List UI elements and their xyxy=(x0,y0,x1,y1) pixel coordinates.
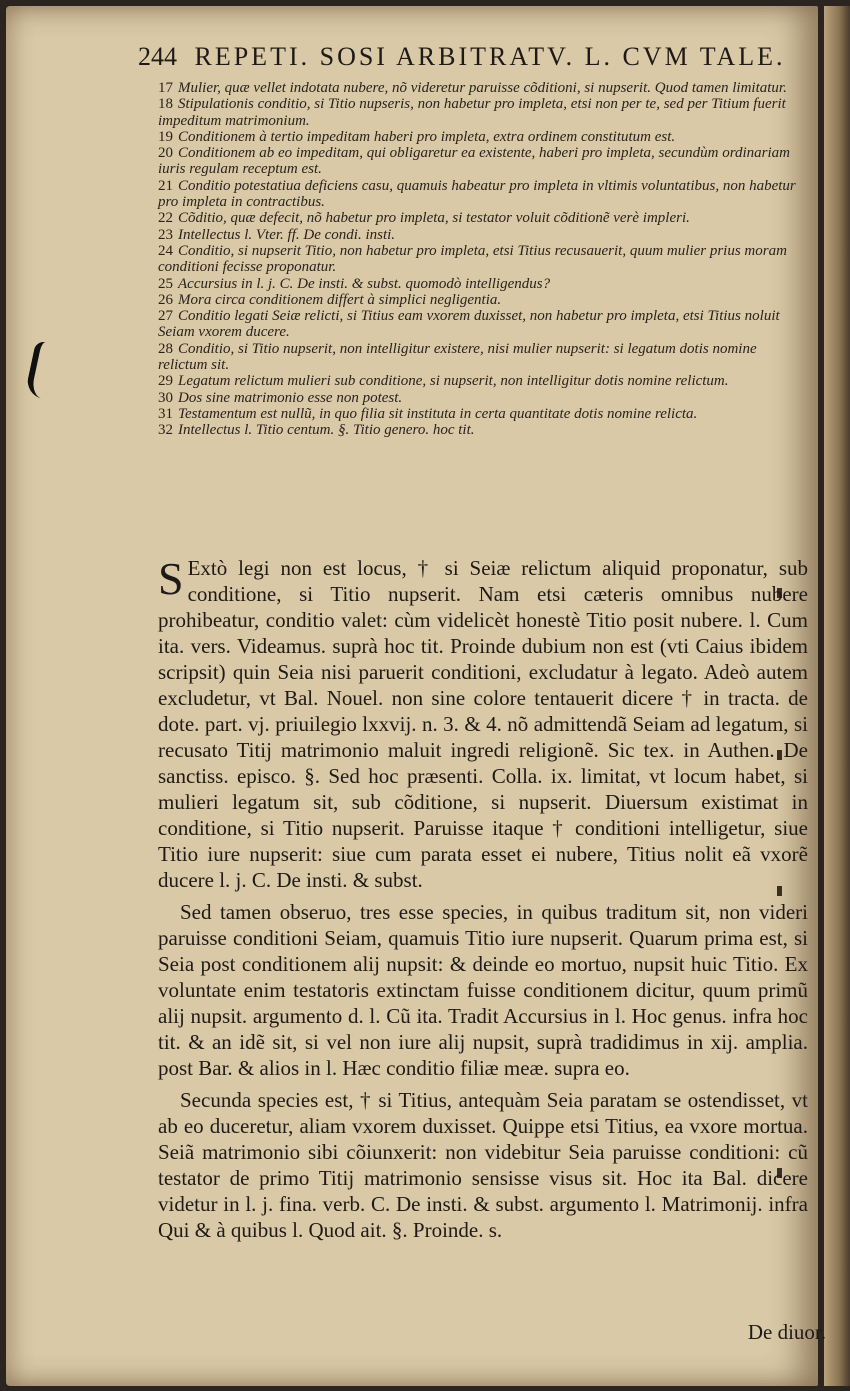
summary-item xyxy=(158,341,808,374)
summary-text: Intellectus l. Titio centum. §. Titio genero. hoc tit. xyxy=(178,422,475,439)
summary-number: 19 xyxy=(158,128,173,145)
summary-text: Accursius in l. j. C. De insti. & subst. quomodò intelligendus? xyxy=(178,275,551,292)
summary-number: 24 xyxy=(158,242,173,259)
summary-text: Conditio, si Titio nupserit, non intelligitur existere, nisi mulier nupserit: si legatum dotis nomine relictum sit. xyxy=(158,340,757,374)
summary-item xyxy=(158,145,808,178)
page-title: REPETI. SOSI ARBITRATV. L. CVM TALE. xyxy=(194,42,786,71)
ink-mark xyxy=(24,340,59,400)
summary-number: 31 xyxy=(158,405,173,422)
main-text xyxy=(158,555,808,1249)
summary-text: Mora circa conditionem differt à simplici negligentia. xyxy=(178,291,502,308)
summary-item xyxy=(158,390,808,406)
summary-list xyxy=(158,80,808,439)
summary-item xyxy=(158,406,808,422)
summary-text: Legatum relictum mulieri sub conditione, si nupserit, non intelligitur dotis nomine relictum. xyxy=(178,373,729,390)
summary-number: 32 xyxy=(158,422,173,439)
summary-item xyxy=(158,129,808,145)
summary-item xyxy=(158,243,808,276)
summary-number: 26 xyxy=(158,291,173,308)
drop-cap: S xyxy=(158,553,184,604)
summary-text: Intellectus l. Vter. ff. De condi. insti. xyxy=(178,226,396,243)
summary-text: Mulier, quæ vellet indotata nubere, nõ videretur paruisse cõditioni, si nupserit. Quod tamen limitatur. xyxy=(178,80,787,96)
summary-number: 25 xyxy=(158,275,173,292)
summary-item xyxy=(158,276,808,292)
catchword: De diuor. xyxy=(747,1320,826,1344)
book-spine xyxy=(824,6,850,1386)
summary-number: 18 xyxy=(158,96,173,113)
summary-number: 20 xyxy=(158,145,173,162)
paragraph: Secunda species est, † si Titius, antequàm Seia paratam se ostendisset, vt ab eo duceretur, aliam vxorem duxisset. Quippe etsi Titius, ea vxore mortua. Seiã matrimonio sibi cõiunxerit: non videbitur Seia paruisse conditioni: cũ testator de primo Titij matrimonio sensisse visus sit. Hoc ita Bal. dicere videtur in l. j. fina. verb. C. De insti. & subst. argumento l. Matrimonij. infra Qui & à quibus l. Quod ait. §. Proinde. s. xyxy=(158,1088,808,1242)
summary-text: Testamentum est nullũ, in quo filia sit instituta in certa quantitate dotis nomine relicta. xyxy=(178,405,698,422)
summary-item xyxy=(158,178,808,211)
summary-number: 27 xyxy=(158,308,173,325)
summary-item xyxy=(158,422,808,438)
summary-text: Conditionem à tertio impeditam haberi pro impleta, extra ordinem constitutum est. xyxy=(178,128,676,145)
summary-text: Conditionem ab eo impeditam, qui obligaretur ea existente, haberi pro impleta, secundùm ordinariam iuris regulam receptum est. xyxy=(158,145,791,178)
summary-item xyxy=(158,96,808,129)
summary-text: Stipulationis conditio, si Titio nupseris, non habetur pro impleta, etsi non per te, sed per Titium fuerit impeditum matrimonium. xyxy=(158,96,786,129)
summary-number: 17 xyxy=(158,80,173,96)
summary-number: 21 xyxy=(158,177,173,194)
summary-text: Conditio legati Seiæ relicti, si Titius eam vxorem duxisset, non habetur pro impleta, etsi Titius noluit Seiam vxorem ducere. xyxy=(158,308,780,341)
summary-text: Conditio, si nupserit Titio, non habetur pro impleta, etsi Titius recusauerit, quum mulier prius moram conditioni fecisse proponatur. xyxy=(158,242,787,276)
summary-number: 29 xyxy=(158,373,173,390)
summary-item xyxy=(158,373,808,389)
summary-number: 28 xyxy=(158,340,173,357)
paragraph-text: Extò legi non est locus, † si Seiæ relictum aliquid proponatur, sub conditione, si Titio nupserit. Nam etsi cæteris omnibus nubere prohibeatur, conditio valet: cùm videlicèt honestè Titio posit nubere. l. Cum ita. vers. Videamus. suprà hoc tit. Proinde dubium non est (vti Caius ibidem scripsit) quin Seia nisi paruerit conditioni, excludatur à legato. Adeò autem excludetur, vt Bal. Nouel. non sine colore tentauerit dicere † in tracta. de dote. part. vj. priuilegio lxxvij. n. 3. & 4. nõ admittendã Seiam ad legatum, si recusato Titij matrimonio maluit ingredi religionẽ. Sic tex. in Authen. De sanctiss. episco. §. Sed hoc præsenti. Colla. ix. limitat, vt locum habet, si mulieri legatum sit, sub cõditione, si nupserit. Diuersum existimat in conditione, si Titio nupserit. Paruisse itaque † conditioni intelligetur, siue Titio iure nupserit: siue cum parata esset ei nubere, Titius nolit eã vxorẽ ducere l. j. C. De insti. & subst. xyxy=(158,556,808,892)
summary-number: 30 xyxy=(158,389,173,406)
summary-item xyxy=(158,80,808,96)
summary-text: Cõditio, quæ defecit, nõ habetur pro impleta, si testator voluit cõditionẽ verè impleri. xyxy=(178,210,690,227)
page-number: 244 xyxy=(138,42,177,71)
summary-text: Dos sine matrimonio esse non potest. xyxy=(178,389,403,406)
summary-number: 23 xyxy=(158,226,173,243)
summary-item xyxy=(158,210,808,226)
summary-item xyxy=(158,292,808,308)
summary-item xyxy=(158,308,808,341)
paragraph xyxy=(158,555,808,893)
summary-item xyxy=(158,227,808,243)
paragraph: Sed tamen obseruo, tres esse species, in quibus traditum sit, non videri paruisse conditioni Seiam, quamuis Titio iure nupserit. Quarum prima est, si Seia post conditionem alij nupsit: & deinde eo mortuo, nupsit huic Titio. Ex voluntate enim testatoris extinctam fuisse conditionem dicitur, quum primũ alij nupsit. argumento d. l. Cũ ita. Tradit Accursius in l. Hoc genus. infra hoc tit. & an idẽ sit, si vel non iure alij nupsit, suprà tradidimus in xij. amplia. post Bar. & alios in l. Hæc conditio filiæ meæ. supra eo. xyxy=(158,900,808,1080)
summary-text: Conditio potestatiua deficiens casu, quamuis habeatur pro impleta in vltimis voluntatibus, non habetur pro impleta in contractibus. xyxy=(158,177,796,211)
running-header xyxy=(138,42,808,78)
summary-number: 22 xyxy=(158,210,173,227)
